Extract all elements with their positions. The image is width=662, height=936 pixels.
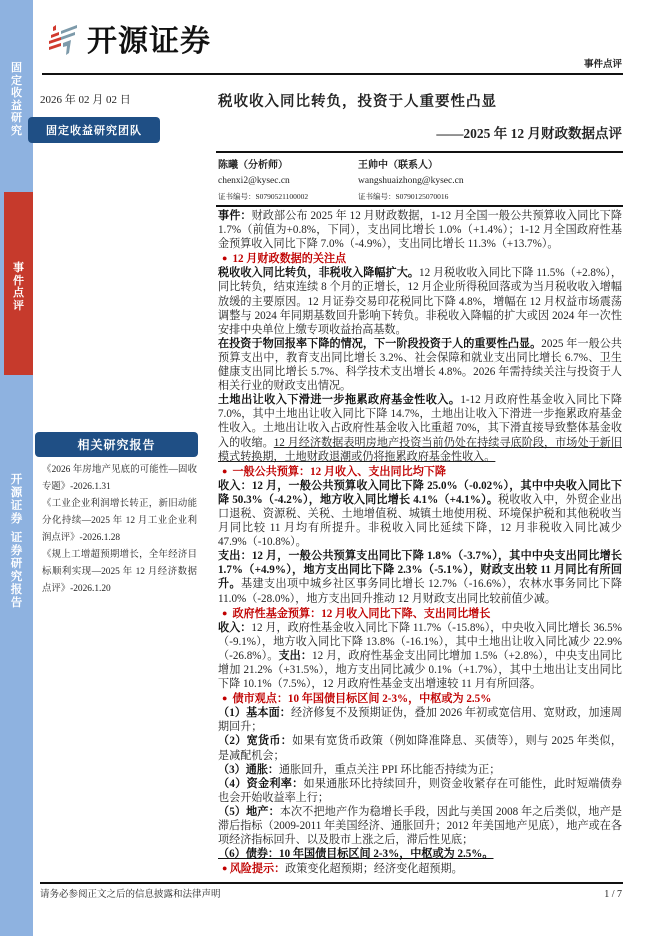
sidebar-red-label — [4, 262, 33, 312]
bold-lead-text: （2）宽货币： — [218, 735, 293, 748]
body-paragraph — [218, 706, 622, 734]
bold-lead-text: 事件： — [218, 210, 252, 222]
bold-lead-text: （4）资金利率： — [218, 777, 304, 790]
report-date: 2026 年 02 月 02 日 — [40, 94, 131, 106]
related-report-link[interactable]: 《2026 年房地产见底的可能性—固收专题》-2026.1.31 — [42, 465, 197, 492]
bold-lead-text: （6）债券：10 年国债目标区间 2-3%，中枢或为 2.5%。 — [218, 848, 494, 861]
section-heading — [222, 606, 622, 621]
body-paragraph — [218, 266, 622, 336]
logo-mark-icon — [45, 19, 79, 57]
author-email[interactable]: chenxi2@kysec.cn — [218, 176, 290, 186]
body-paragraph — [218, 337, 622, 393]
bold-lead-text: （1）基本面： — [218, 707, 292, 720]
section-heading — [222, 251, 622, 266]
vertical-label-text: 事 件 点 评 — [13, 262, 24, 312]
text-run: 1-12 月政府性基金收入同比下降 7.0%，其中土地出让收入同比下降 14.7%，土地出让收入下滑进一步拖累政府基金性收入。土地出让收入占政府性基金收入比重超 70%，其下滑直接导致整体基金收入的收缩。 — [218, 394, 622, 449]
related-reports-heading: 相关研究报告 — [35, 432, 198, 457]
bullet-icon: ● — [222, 863, 230, 874]
page-title: 税收收入同比转负，投资于人重要性凸显 — [218, 94, 497, 110]
bold-lead-text: 收入：12 月，一般公共预算收入同比下降 25.0%（-0.02%），其中中央收入同比下降 50.3%（-4.2%），地方收入同比增长 4.1%（+4.1%）。 — [218, 479, 622, 506]
risk-notice — [222, 861, 622, 876]
bold-lead-text: （5）地产： — [218, 805, 280, 818]
risk-label: 风险提示： — [229, 863, 286, 876]
bold-lead-text: （3）通胀： — [218, 763, 280, 776]
author-cert: 证书编号：S0790125070016 — [358, 192, 449, 201]
text-run: 债市观点：10 年国债目标区间 2-3%，中枢或为 2.5% — [232, 693, 492, 706]
text-run: 政府性基金预算：12 月收入同比下降、支出同比增长 — [232, 607, 491, 620]
text-run: 通胀回升，重点关注 PPI 环比能否持续为正； — [279, 763, 501, 776]
body-paragraph — [218, 209, 622, 251]
related-reports-list — [42, 462, 197, 598]
footer-disclaimer: 请务必参阅正文之后的信息披露和法律声明 — [40, 890, 221, 900]
vertical-label-text: 开 源 证 券 — [10, 474, 23, 525]
text-run: 本次不把地产作为稳增长手段，因此与美国 2008 年之后类似，地产是滞后指标（2009-2011 年美国经济、通胀回升；2012 年美国地产见底），地产或在各项经济指标回升、以及股市上涨之后，滞后性见底； — [218, 805, 622, 847]
underlined-text: 12 月经济数据表明房地产投资当前仍处在持续寻底阶段，市场处于新旧模式转换期，土地财政退潮或仍将拖累政府基金性收入。 — [218, 436, 622, 463]
team-badge: 固定收益研究团队 — [28, 117, 160, 143]
author-cert: 证书编号：S0790521100002 — [218, 192, 309, 201]
related-report-link[interactable]: 《规上工增超预期增长，全年经济目标顺利实现—2025 年 12 月经济数据点评》-2026.1.20 — [42, 550, 197, 594]
title-divider — [216, 151, 623, 153]
authors-divider — [216, 205, 623, 207]
page-subtitle: ——2025 年 12 月财政数据点评 — [436, 126, 622, 141]
body-paragraph — [218, 805, 622, 847]
bold-lead-text: 税收收入同比转负，非税收入降幅扩大。 — [218, 267, 420, 280]
page-number: 1 / 7 — [604, 889, 622, 900]
header-divider — [42, 73, 623, 75]
related-report-link[interactable]: 《工业企业利润增长转正，新旧动能分化持续—2025 年 12 月工业企业利润点评》-2026.1.28 — [42, 499, 197, 543]
text-run: 如果有宽货币政策（例如降准降息、买债等），则与 2025 年类似，是减配机会； — [218, 735, 622, 762]
author-name: 陈曦（分析师） — [218, 160, 288, 171]
body-paragraph — [218, 621, 622, 691]
footer-divider — [40, 882, 623, 884]
doc-type-label: 事件点评 — [583, 60, 622, 70]
body-paragraph — [218, 549, 622, 605]
sidebar-bottom-label — [0, 474, 33, 610]
author-email[interactable]: wangshuaizhong@kysec.cn — [358, 176, 464, 186]
text-run: 2025 年一般公共预算支出中，教育支出同比增长 3.2%、社会保障和就业支出同比增长 6.7%、卫生健康支出同比增长 5.7%、科学技术支出增长 4.8%。2026 年需持续关注与投资于人相关行业的财政支出情况。 — [218, 337, 622, 393]
bold-lead-text: 土地出让收入下滑进一步拖累政府基金性收入。 — [218, 394, 461, 407]
section-heading — [222, 464, 622, 479]
bold-lead-text: 收入： — [218, 621, 252, 634]
text-run: 12 月，政府性基金支出同比增加 1.5%（+2.8%），中央支出同比增加 21.2%（+31.5%），地方支出同比减少 0.1%（+1.7%），其中土地出让支出同比下降 10.1%（7.5%），12 月政府性基金支出增速较 11 月有所回落。 — [218, 649, 622, 691]
vertical-label-text: 固 定 收 益 研 究 — [11, 62, 22, 137]
text-run: 12 月财政数据的关注点 — [232, 253, 347, 266]
body-paragraph — [218, 777, 622, 805]
bold-lead-text: 支出： — [278, 649, 313, 662]
text-run: 财政部公布 2025 年 12 月财政数据，1-12 月全国一般公共预算收入同比下降 1.7%（前值为+0.8%，下同），支出同比增长 1.0%（+1.4%）；1-12 月全国政府性基金预算收入同比下降 7.0%（-4.9%），支出同比增长 11.3%（+13.7%）。 — [218, 210, 622, 251]
body-paragraph — [218, 393, 622, 463]
body-paragraph — [218, 847, 622, 861]
section-heading — [222, 691, 622, 706]
text-run: 一般公共预算：12 月收入、支出同比均下降 — [232, 465, 446, 478]
text-run: 政策变化超预期；经济变化超预期。 — [285, 863, 463, 876]
body-paragraph — [218, 479, 622, 549]
text-run: 如果通胀环比持续回升，则资金收紧存在可能性，此时短端债券也会开始收益率上行； — [218, 777, 622, 804]
bold-lead-text: 在投资于物回报率下降的情况，下一阶段投资于人的重要性凸显。 — [218, 337, 542, 350]
text-run: 经济修复不及预期证伪，叠加 2026 年初或宽信用、宽财政，加速周期回升； — [218, 707, 622, 734]
bold-lead-text: 支出：12 月，一般公共预算支出同比下降 1.8%（-3.7%），其中中央支出同比增长 1.7%（+4.9%），地方支出同比下降 2.3%（-5.1%），财政支出较 11 月同比有所回升。 — [218, 550, 622, 591]
author-name: 王帅中（联系人） — [358, 160, 438, 171]
body-paragraph — [218, 763, 622, 777]
text-run: 基建支出项中城乡社区事务同比增长 12.7%（-16.6%），农林水事务同比下降 11.0%（-28.0%），地方支出回升推动 12 月财政支出同比较前值少减。 — [218, 578, 622, 605]
text-run: 税收收入中，外贸企业出口退税、资源税、关税、土地增值税、城镇土地使用税、环境保护税和其他税收当月同比较 11 月均有所提升。非税收入同比延续下降，12 月非税收入同比减少 47.9%（-10.8%）。 — [218, 493, 622, 549]
brand-logo — [45, 18, 211, 58]
body-paragraph — [218, 734, 622, 762]
brand-name: 开源证券 — [87, 24, 211, 59]
text-run: 12 月税收收入同比下降 11.5%（+2.8%），同比转负，结束连续 8 个月的正增长，12 月企业所得税回落或为当月税收收入增幅放缓的主要原因。12 月证券交易印花税同比下降 4.8%，增幅在 12 月权益市场震荡调整与 2024 年同期基数回升影响下转负。非税收入降幅的扩大或因 2024 年一次性安排中央单位上缴专项收益抬高基数。 — [218, 267, 622, 336]
text-run: 12 月，政府性基金收入同比下降 11.7%（-15.8%），中央收入同比增长 36.5%（-9.1%），地方收入同比下降 13.8%（-16.1%），其中土地出让收入同比减少 22.9%（-26.8%）。 — [218, 621, 622, 662]
vertical-label-text: 证 券 研 究 报 告 — [10, 532, 23, 609]
report-body — [218, 209, 622, 876]
